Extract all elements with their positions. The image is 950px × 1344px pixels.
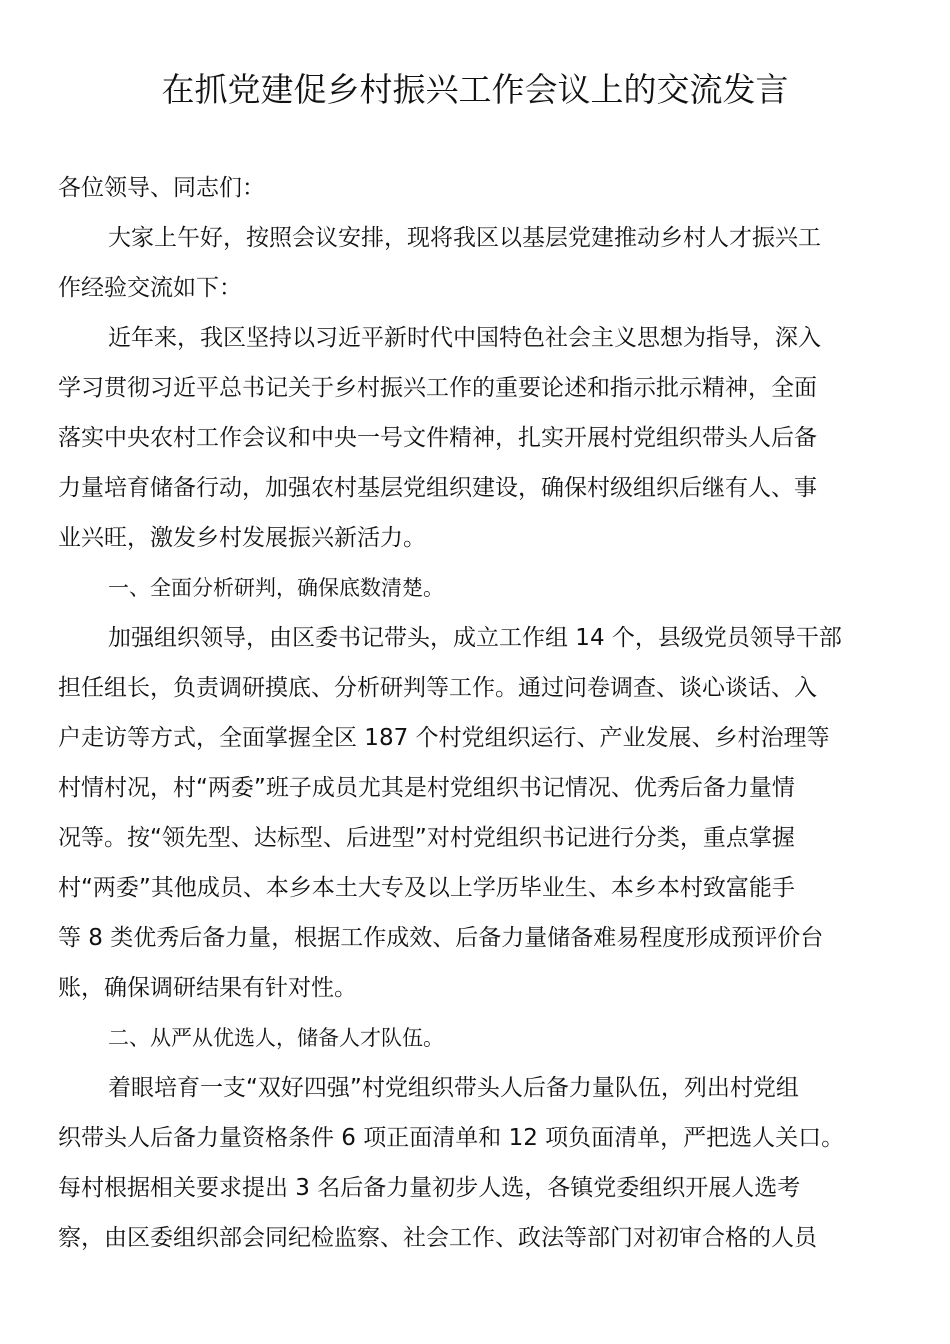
text-line: 村“两委”其他成员、本乡本土大专及以上学历毕业生、本乡本村致富能手: [58, 875, 795, 901]
text-line: 落实中央农村工作会议和中央一号文件精神，扎实开展村党组织带头人后备: [58, 425, 817, 451]
document-body: [58, 163, 894, 1263]
text-line: 近年来，我区坚持以习近平新时代中国特色社会主义思想为指导，深入: [108, 325, 821, 351]
section-heading: 二、从严从优选人，储备人才队伍。: [108, 1026, 444, 1050]
text-line: 察，由区委组织部会同纪检监察、社会工作、政法等部门对初审合格的人员: [58, 1225, 817, 1251]
text-line: 力量培育储备行动，加强农村基层党组织建设，确保村级组织后继有人、事: [58, 475, 817, 501]
text-line: 每村根据相关要求提出 3 名后备力量初步人选，各镇党委组织开展人选考: [58, 1175, 801, 1201]
text-line: 学习贯彻习近平总书记关于乡村振兴工作的重要论述和指示批示精神，全面: [58, 375, 817, 401]
text-line: 等 8 类优秀后备力量，根据工作成效、后备力量储备难易程度形成预评价台: [58, 925, 824, 951]
text-line: 账，确保调研结果有针对性。: [58, 975, 357, 1001]
document-title: 在抓党建促乡村振兴工作会议上的交流发言: [161, 70, 789, 109]
text-line: 作经验交流如下：: [58, 275, 242, 301]
text-line: 户走访等方式，全面掌握全区 187 个村党组织运行、产业发展、乡村治理等: [58, 725, 830, 751]
text-line: 各位领导、同志们：: [58, 175, 265, 201]
text-line: 织带头人后备力量资格条件 6 项正面清单和 12 项负面清单，严把选人关口。: [58, 1125, 845, 1151]
text-line: 加强组织领导，由区委书记带头，成立工作组 14 个，县级党员领导干部: [108, 625, 842, 651]
section-heading: 一、全面分析研判，确保底数清楚。: [108, 576, 444, 600]
text-line: 业兴旺，激发乡村发展振兴新活力。: [58, 525, 426, 551]
text-line: 着眼培育一支“双好四强”村党组织带头人后备力量队伍，列出村党组: [108, 1075, 799, 1101]
text-line: 大家上午好，按照会议安排，现将我区以基层党建推动乡村人才振兴工: [108, 225, 821, 251]
text-line: 况等。按“领先型、达标型、后进型”对村党组织书记进行分类，重点掌握: [58, 825, 795, 851]
text-line: 村情村况，村“两委”班子成员尤其是村党组织书记情况、优秀后备力量情: [58, 775, 795, 801]
text-line: 担任组长，负责调研摸底、分析研判等工作。通过问卷调查、谈心谈话、入: [58, 675, 817, 701]
